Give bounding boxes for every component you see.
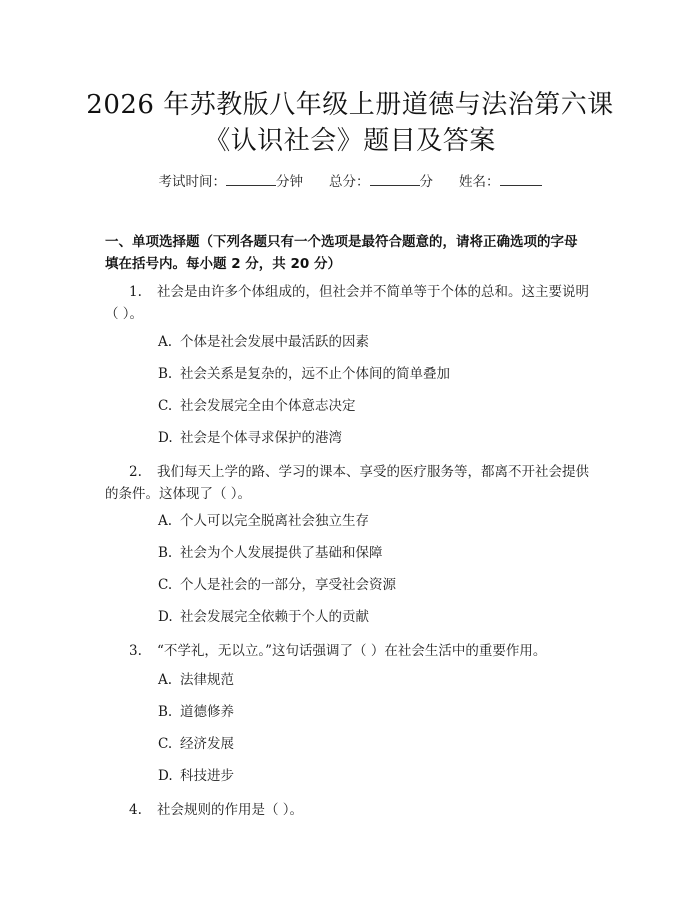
- question-3-option-b: B. 道德修养: [158, 704, 234, 720]
- question-1-option-b: B. 社会关系是复杂的，远不止个体间的简单叠加: [158, 366, 450, 382]
- question-text-line2: 的条件。这体现了（ ）。: [105, 486, 252, 502]
- page-title-line2: 《认识社会》题目及答案: [204, 126, 496, 156]
- section-heading: [105, 231, 605, 275]
- question-2-option-a: A. 个人可以完全脱离社会独立生存: [158, 513, 369, 529]
- question-1: [105, 281, 605, 325]
- question-text-line1: 社会规则的作用是（ ）。: [157, 802, 304, 818]
- question-text-line2: （ ）。: [105, 306, 144, 322]
- score-label: 总分：: [329, 174, 370, 190]
- exam-meta: [0, 170, 700, 190]
- question-number: 2.: [129, 464, 142, 480]
- question-2-option-b: B. 社会为个人发展提供了基础和保障: [158, 545, 383, 561]
- section-heading-line2: 填在括号内。每小题 2 分，共 20 分）: [105, 256, 341, 272]
- name-blank: [500, 173, 542, 186]
- time-unit: 分钟: [276, 174, 303, 190]
- section-heading-line1: 一、单项选择题（下列各题只有一个选项是最符合题意的，请将正确选项的字母: [105, 234, 578, 250]
- question-3: [105, 640, 605, 662]
- question-text-line1: “不学礼，无以立。”这句话强调了（ ）在社会生活中的重要作用。: [157, 643, 547, 659]
- time-blank: [226, 173, 276, 186]
- question-2-option-c: C. 个人是社会的一部分，享受社会资源: [158, 577, 396, 593]
- question-2: [105, 461, 605, 505]
- question-2-option-d: D. 社会发展完全依赖于个人的贡献: [158, 609, 369, 625]
- question-text-line1: 我们每天上学的路、学习的课本、享受的医疗服务等，都离不开社会提供: [157, 464, 589, 480]
- question-3-option-c: C. 经济发展: [158, 736, 234, 752]
- score-blank: [370, 173, 420, 186]
- time-label: 考试时间：: [158, 174, 226, 190]
- question-3-option-a: A. 法律规范: [158, 672, 234, 688]
- question-3-option-d: D. 科技进步: [158, 768, 234, 784]
- score-unit: 分: [419, 174, 433, 190]
- question-number: 3.: [129, 643, 142, 659]
- page-title-line1: 2026 年苏教版八年级上册道德与法治第六课: [86, 90, 614, 120]
- question-4: [105, 799, 605, 821]
- question-number: 4.: [129, 802, 142, 818]
- question-number: 1.: [129, 284, 142, 300]
- question-1-option-c: C. 社会发展完全由个体意志决定: [158, 398, 356, 414]
- question-1-option-a: A. 个体是社会发展中最活跃的因素: [158, 334, 369, 350]
- question-text-line1: 社会是由许多个体组成的，但社会并不简单等于个体的总和。这主要说明: [157, 284, 589, 300]
- name-label: 姓名：: [459, 174, 500, 190]
- question-1-option-d: D. 社会是个体寻求保护的港湾: [158, 430, 342, 446]
